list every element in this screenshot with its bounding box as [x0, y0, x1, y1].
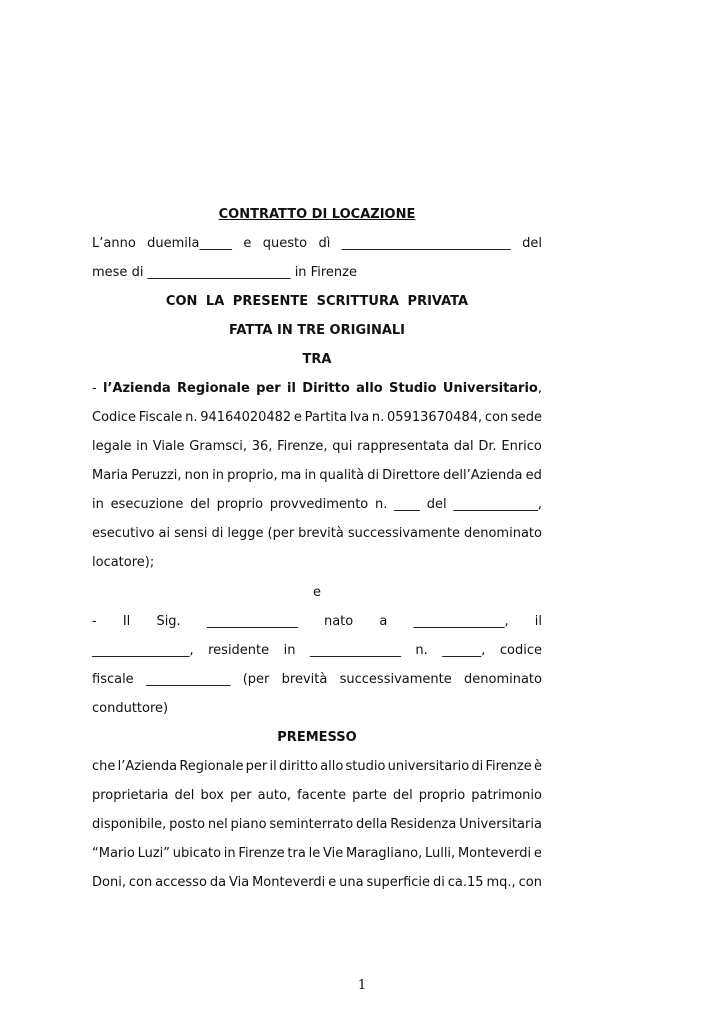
party1-line-7: locatore);: [92, 555, 155, 570]
word: “Mario: [92, 846, 135, 861]
word: Direttore: [382, 468, 441, 483]
word: patrimonio: [471, 788, 542, 803]
word: -: [92, 614, 97, 629]
word: proprio: [418, 788, 466, 803]
word: della: [356, 817, 388, 832]
word: auto,: [257, 788, 292, 803]
word: con: [484, 410, 509, 425]
word: superficie: [366, 875, 431, 890]
word: Maragliano,: [345, 846, 423, 861]
word: del: [190, 497, 210, 512]
word: proprietaria: [92, 788, 169, 803]
word: successivamente: [339, 672, 452, 687]
word: Fiscale: [138, 410, 183, 425]
word: provvedimento: [269, 497, 369, 512]
word: n.: [374, 497, 388, 512]
word: allo: [356, 381, 383, 396]
word: in: [136, 439, 149, 454]
conjunction-e: e: [313, 585, 321, 600]
word: _____________: [145, 672, 231, 687]
word: _____________,: [453, 497, 542, 512]
word: (per: [267, 526, 295, 541]
party2-line-1: [92, 614, 542, 630]
word: Firenze: [485, 759, 532, 774]
word: Firenze: [238, 846, 285, 861]
word: mq.,: [486, 875, 516, 890]
premesso-line-1: [92, 759, 542, 775]
word: Firenze,: [277, 439, 328, 454]
word: diritto: [278, 759, 318, 774]
party2-line-4: conduttore): [92, 701, 169, 716]
word: in: [283, 643, 296, 658]
word: box: [200, 788, 224, 803]
word: duemila_____: [147, 236, 232, 251]
word: dì: [318, 236, 331, 251]
word: denominato: [463, 526, 542, 541]
word: universitario: [387, 759, 470, 774]
word: n.: [185, 410, 198, 425]
word: (per: [242, 672, 270, 687]
word: Studio: [389, 381, 437, 396]
word: qualità: [319, 468, 365, 483]
word: Universitaria: [459, 817, 542, 832]
word: __________________________: [341, 236, 511, 251]
word: successivamente: [347, 526, 460, 541]
party1-line-1: [92, 381, 542, 397]
word: brevità: [298, 526, 344, 541]
word: piano: [230, 817, 267, 832]
word: ubicato: [172, 846, 222, 861]
party1-line-4: [92, 468, 542, 484]
word: dell’Azienda: [443, 468, 523, 483]
word: nel: [207, 817, 228, 832]
word: in: [212, 468, 224, 483]
premesso-line-4: [92, 846, 542, 862]
word: da: [209, 875, 227, 890]
word: in: [223, 846, 236, 861]
word: in: [304, 468, 317, 483]
word: questo: [262, 236, 308, 251]
page-number: 1: [357, 978, 367, 993]
word: Residenza: [390, 817, 457, 832]
word: facente: [297, 788, 347, 803]
word: proprio: [216, 497, 264, 512]
word: e: [243, 236, 252, 251]
word: tra: [287, 846, 306, 861]
word: con: [128, 875, 153, 890]
intro-line-2: mese di ______________________ in Firenze: [92, 265, 357, 280]
word: brevità: [281, 672, 328, 687]
word: ma: [280, 468, 302, 483]
word: del: [174, 788, 195, 803]
party1-line-6: [92, 526, 542, 542]
word: e: [293, 410, 302, 425]
premesso-heading: PREMESSO: [277, 730, 357, 745]
word: residente: [208, 643, 270, 658]
word: ed: [525, 468, 542, 483]
intro-line-1: [92, 236, 542, 252]
word: 94164020482: [200, 410, 292, 425]
word: il: [534, 614, 542, 629]
word: n.: [415, 643, 428, 658]
word: Codice: [92, 410, 137, 425]
word: Regionale: [179, 759, 244, 774]
word: l’Azienda: [103, 381, 171, 396]
word: Via: [228, 875, 250, 890]
party1-line-5: [92, 497, 542, 513]
word: il: [269, 759, 277, 774]
word: allo: [320, 759, 344, 774]
word: del: [392, 788, 413, 803]
word: studio: [345, 759, 386, 774]
word: ____: [394, 497, 421, 512]
word: codice: [499, 643, 542, 658]
word: ca.15: [447, 875, 484, 890]
word: l’Azienda: [117, 759, 178, 774]
word: Sig.: [156, 614, 181, 629]
word: ai: [158, 526, 171, 541]
word: Vie: [322, 846, 344, 861]
word: posto: [169, 817, 206, 832]
word: una: [339, 875, 364, 890]
word: ______,: [442, 643, 486, 658]
word: sede: [510, 410, 542, 425]
word: di: [471, 759, 484, 774]
word: Lulli,: [424, 846, 456, 861]
word: dal: [453, 439, 474, 454]
word: -: [92, 381, 97, 396]
word: Dr.: [478, 439, 497, 454]
word: sensi: [174, 526, 208, 541]
word: di: [432, 875, 445, 890]
word: esecutivo: [92, 526, 155, 541]
premesso-line-5: [92, 875, 542, 891]
word: L’anno: [92, 236, 136, 251]
word: Peruzzi,: [131, 468, 182, 483]
word: nato: [323, 614, 354, 629]
document-title: CONTRATTO DI LOCAZIONE: [218, 207, 416, 222]
word: di: [211, 526, 224, 541]
word: Enrico: [501, 439, 542, 454]
word: del: [426, 497, 447, 512]
premesso-line-3: [92, 817, 542, 833]
word: e: [328, 875, 337, 890]
word: per: [256, 381, 281, 396]
word: n.: [371, 410, 385, 425]
word: non: [184, 468, 210, 483]
word: il: [287, 381, 296, 396]
word: per: [229, 788, 252, 803]
word: è: [533, 759, 542, 774]
word: Iva: [349, 410, 370, 425]
word: Gramsci,: [189, 439, 247, 454]
word: Regionale: [177, 381, 250, 396]
premesso-line-2: [92, 788, 542, 804]
party1-line-2: [92, 410, 542, 426]
word: le: [308, 846, 321, 861]
word: Universitario,: [442, 381, 542, 396]
word: Partita: [304, 410, 347, 425]
word: legge: [227, 526, 264, 541]
word: 05913670484,: [387, 410, 483, 425]
word: del: [522, 236, 542, 251]
party1-line-3: [92, 439, 542, 455]
word: disponibile,: [92, 817, 167, 832]
word: ______________: [309, 643, 401, 658]
word: a: [379, 614, 388, 629]
word: Diritto: [302, 381, 350, 396]
party2-line-2: [92, 643, 542, 659]
party2-line-3: [92, 672, 542, 688]
heading-tra: TRA: [302, 352, 332, 367]
word: Luzi”: [137, 846, 171, 861]
word: fiscale: [92, 672, 134, 687]
word: denominato: [464, 672, 542, 687]
word: Viale: [152, 439, 185, 454]
word: 36,: [251, 439, 273, 454]
word: Monteverdi: [252, 875, 326, 890]
word: proprio,: [227, 468, 278, 483]
word: di: [367, 468, 380, 483]
word: con: [518, 875, 542, 890]
word: per: [245, 759, 268, 774]
word: parte: [352, 788, 387, 803]
word: Maria: [92, 468, 129, 483]
word: in: [92, 497, 104, 512]
word: esecuzione: [110, 497, 184, 512]
heading-tre-originali: FATTA IN TRE ORIGINALI: [228, 323, 406, 338]
word: qui: [332, 439, 353, 454]
word: e: [533, 846, 542, 861]
word: _______________,: [92, 643, 194, 658]
word: Doni,: [92, 875, 126, 890]
word: Il: [122, 614, 131, 629]
word: Monteverdi: [457, 846, 532, 861]
word: seminterrato: [269, 817, 354, 832]
word: legale: [92, 439, 132, 454]
word: rappresentata: [357, 439, 450, 454]
word: ______________,: [413, 614, 509, 629]
word: che: [92, 759, 116, 774]
word: ______________: [206, 614, 298, 629]
heading-scrittura-privata: CON LA PRESENTE SCRITTURA PRIVATA: [165, 294, 469, 309]
word: accesso: [155, 875, 207, 890]
